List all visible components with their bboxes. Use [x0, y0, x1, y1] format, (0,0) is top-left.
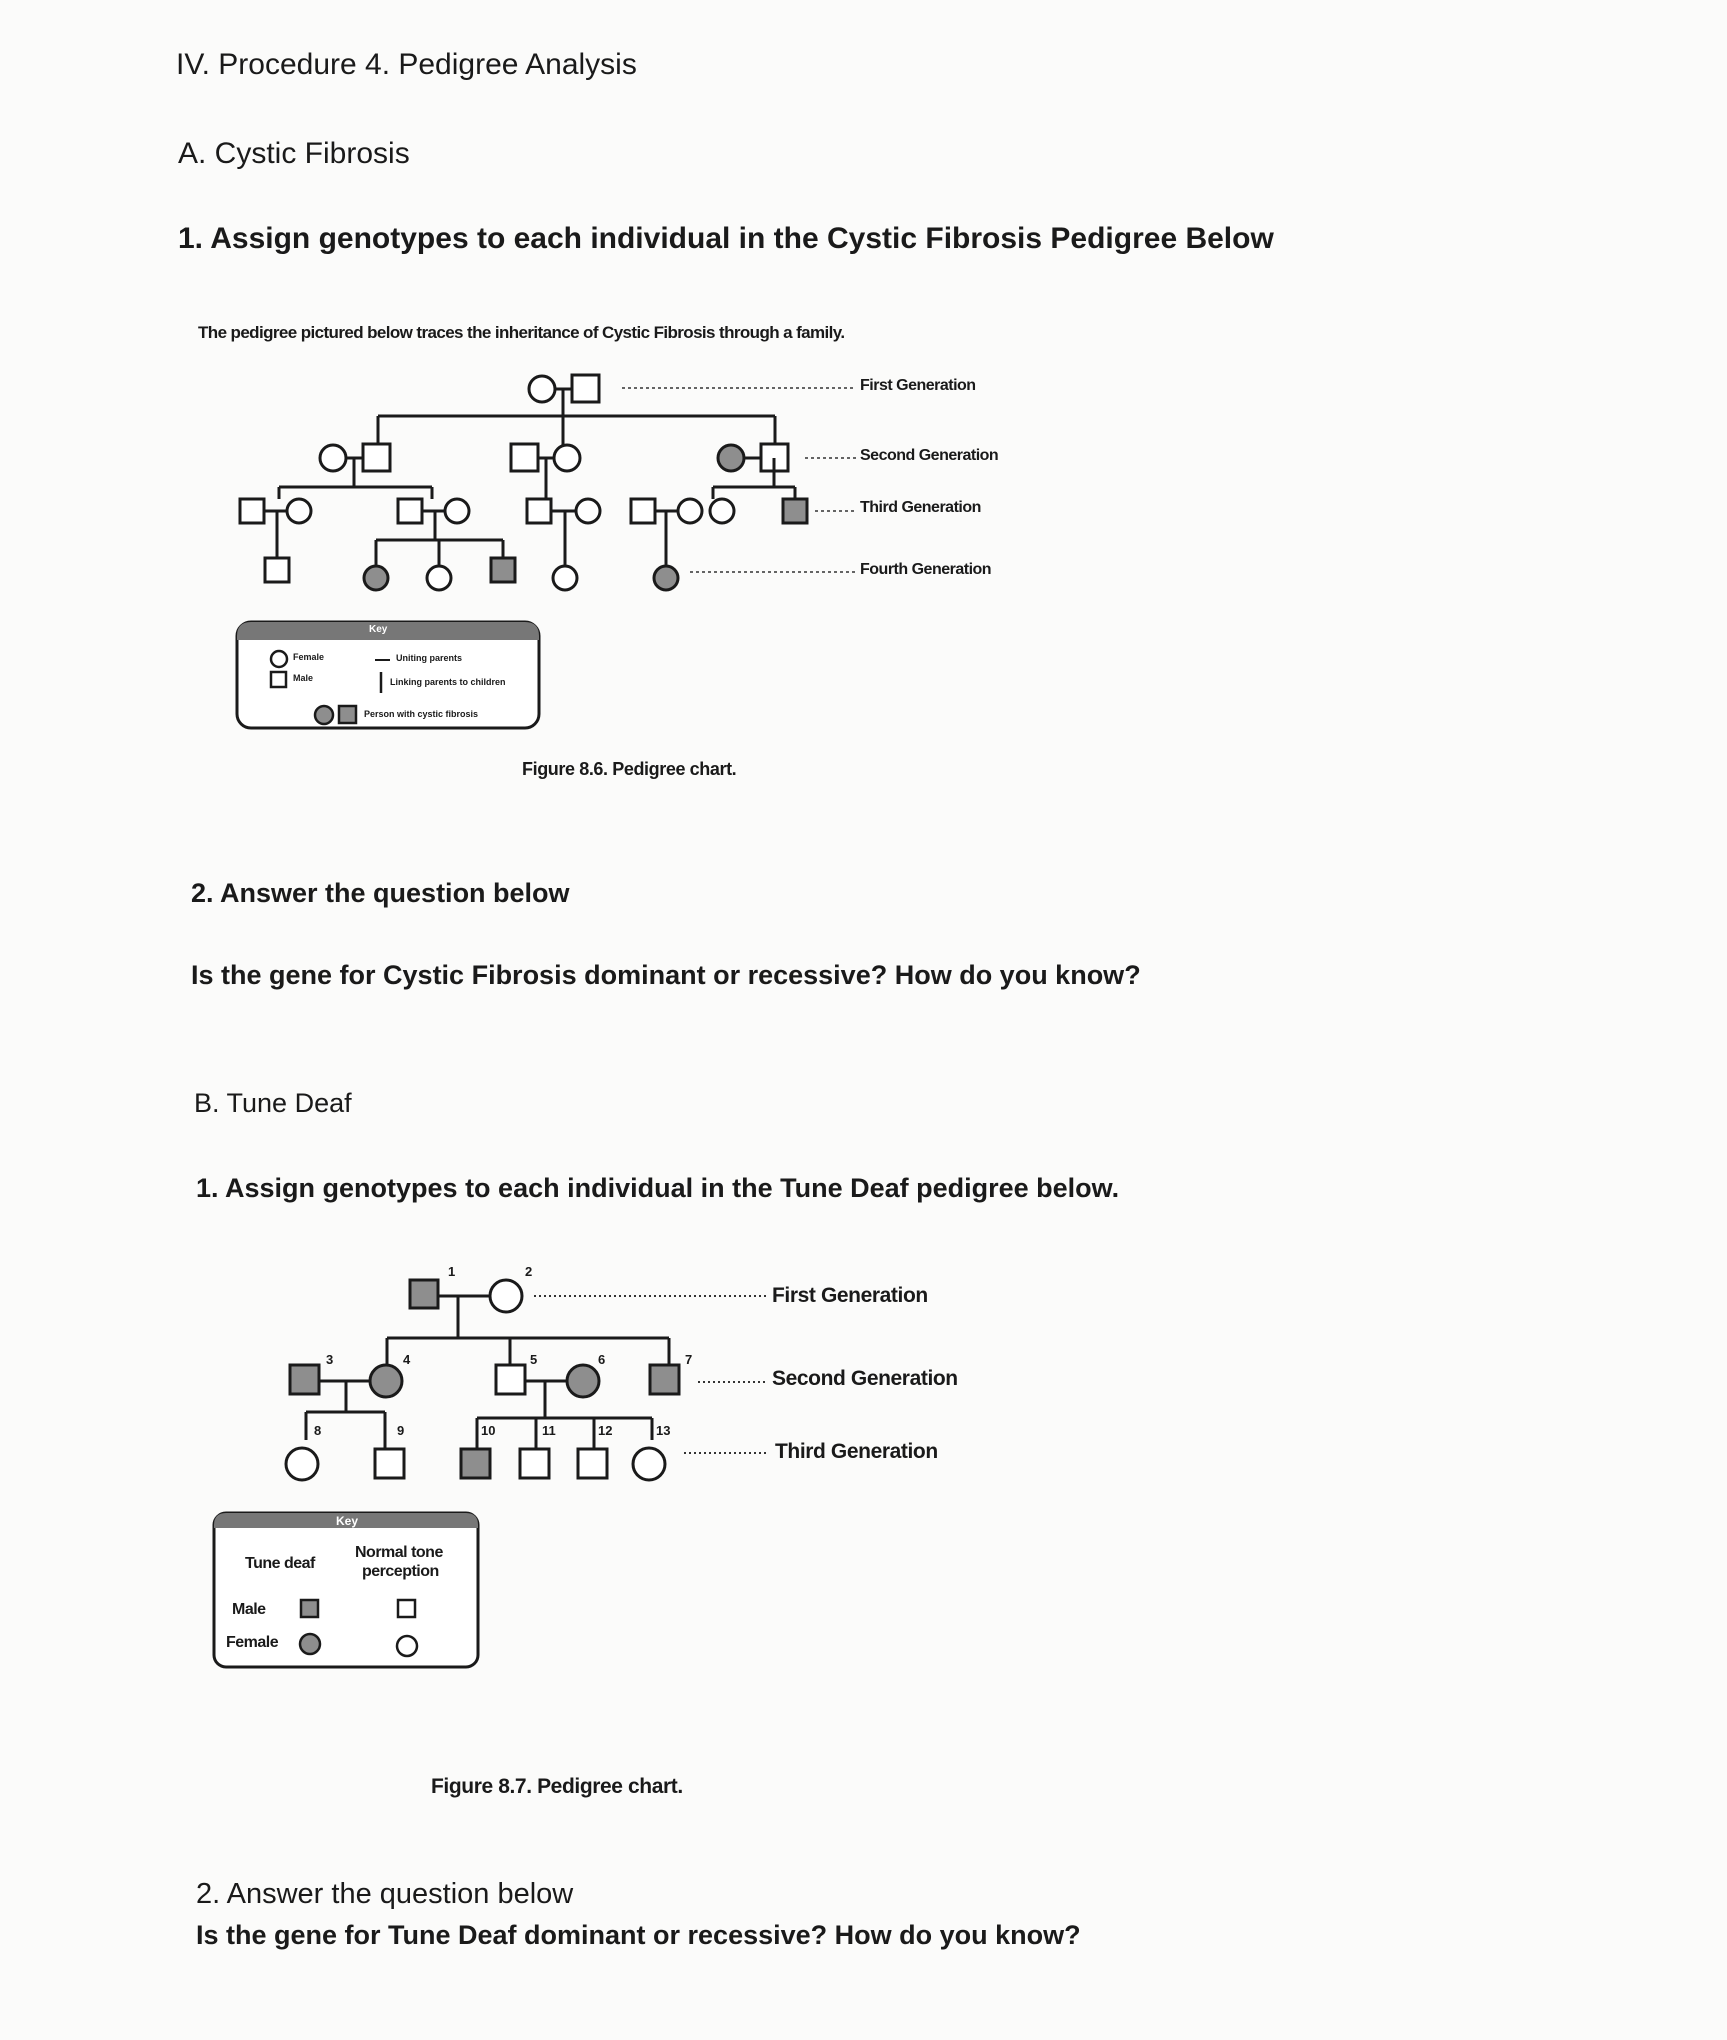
td-key-female-affected-icon	[300, 1634, 320, 1654]
cf-key-male-label: Male	[293, 673, 314, 683]
td-ind-7	[650, 1365, 679, 1394]
cf-key-female-icon	[271, 651, 287, 667]
td-gen-1-label: First Generation	[772, 1284, 928, 1307]
cf-g4-female-2	[427, 566, 451, 590]
td-num-6: 6	[598, 1352, 606, 1367]
cf-g3-male-1	[240, 499, 264, 523]
td-num-11: 11	[542, 1423, 556, 1438]
section-b-task1: 1. Assign genotypes to each individual in the Tune Deaf pedigree below.	[196, 1173, 1120, 1203]
td-key-col-affected: Tune deaf	[245, 1555, 315, 1572]
cf-g4-male-1	[265, 558, 289, 582]
cf-g1-male	[572, 375, 599, 402]
cf-g2-female-b	[554, 445, 580, 471]
cf-g3-male-5-affected	[783, 499, 807, 523]
td-key-male-normal-icon	[398, 1600, 415, 1617]
cf-g3-female-5	[710, 499, 734, 523]
td-ind-3	[290, 1365, 319, 1394]
cf-g2-male-b	[511, 444, 538, 471]
cf-key-affected-male-icon	[339, 706, 356, 723]
cf-g3-female-1	[287, 499, 311, 523]
td-key-male-label: Male	[232, 1601, 266, 1618]
section-a-title: A. Cystic Fibrosis	[178, 137, 410, 170]
cf-g3-male-2	[398, 499, 422, 523]
cf-key-female-label: Female	[293, 652, 325, 662]
cf-g3-female-4	[678, 499, 702, 523]
td-ind-4	[370, 1365, 402, 1397]
cf-key-linking-children: Linking parents to children	[390, 677, 506, 687]
td-num-8: 8	[314, 1423, 322, 1438]
td-gen-2-label: Second Generation	[772, 1367, 958, 1390]
td-ind-5	[496, 1365, 525, 1394]
cf-g3-female-3	[576, 499, 600, 523]
cf-g4-female-4-affected	[654, 566, 678, 590]
td-num-3: 3	[326, 1352, 334, 1367]
cf-key-uniting-parents: Uniting parents	[396, 653, 463, 663]
cf-g2-male-a	[363, 444, 390, 471]
td-num-1: 1	[448, 1264, 456, 1279]
td-num-9: 9	[397, 1423, 405, 1438]
td-ind-12	[578, 1449, 607, 1478]
td-ind-9	[375, 1449, 404, 1478]
cf-intro: The pedigree pictured below traces the inheritance of Cystic Fibrosis through a family.	[198, 323, 845, 342]
td-ind-10	[461, 1449, 490, 1478]
section-a-question: Is the gene for Cystic Fibrosis dominant or recessive? How do you know?	[191, 960, 1141, 990]
td-ind-11	[520, 1449, 549, 1478]
td-ind-6	[567, 1365, 599, 1397]
section-b-question: Is the gene for Tune Deaf dominant or recessive? How do you know?	[196, 1920, 1081, 1950]
td-key-female-label: Female	[226, 1634, 279, 1651]
cf-key-title: Key	[369, 624, 388, 635]
td-num-13: 13	[656, 1423, 671, 1438]
cf-pedigree	[0, 0, 1727, 800]
cf-g4-male-2-affected	[491, 558, 515, 582]
cf-gen-1-label: First Generation	[860, 377, 976, 394]
cf-g2-female-a	[320, 445, 346, 471]
cf-g2-female-c	[718, 445, 744, 471]
cf-gen-4-label: Fourth Generation	[860, 561, 992, 578]
td-key-female-normal-icon	[397, 1636, 417, 1656]
cf-gen-3-label: Third Generation	[860, 499, 981, 516]
td-num-7: 7	[685, 1352, 693, 1367]
td-num-4: 4	[403, 1352, 411, 1367]
cf-g3-male-3	[527, 499, 551, 523]
section-b-task2: 2. Answer the question below	[196, 1878, 574, 1910]
cf-figure-caption: Figure 8.6. Pedigree chart.	[522, 759, 737, 779]
section-b-title: B. Tune Deaf	[194, 1088, 352, 1118]
td-num-2: 2	[525, 1264, 533, 1279]
td-num-10: 10	[481, 1423, 496, 1438]
section-a-task2: 2. Answer the question below	[191, 878, 570, 908]
td-ind-13	[633, 1448, 665, 1480]
cf-key-affected-label: Person with cystic fibrosis	[364, 709, 479, 719]
td-key-male-affected-icon	[301, 1600, 318, 1617]
cf-gen-2-label: Second Generation	[860, 447, 999, 464]
td-key-title: Key	[336, 1514, 359, 1528]
td-key-col-normal-1: Normal tone	[355, 1544, 443, 1561]
td-ind-2	[490, 1280, 522, 1312]
cf-key-affected-female-icon	[315, 706, 333, 724]
cf-g3-female-2	[445, 499, 469, 523]
cf-g4-female-3	[553, 566, 577, 590]
td-key-col-normal-2: perception	[362, 1563, 439, 1580]
td-num-12: 12	[598, 1423, 613, 1438]
cf-g4-female-1-affected	[364, 566, 388, 590]
page-heading: IV. Procedure 4. Pedigree Analysis	[176, 48, 637, 81]
cf-key-male-icon	[271, 672, 286, 687]
td-num-5: 5	[530, 1352, 538, 1367]
td-ind-1	[410, 1280, 438, 1308]
cf-g1-female	[529, 376, 555, 402]
td-figure-caption: Figure 8.7. Pedigree chart.	[431, 1775, 683, 1798]
td-ind-8	[286, 1448, 318, 1480]
section-a-task1: 1. Assign genotypes to each individual in the Cystic Fibrosis Pedigree Below	[178, 222, 1274, 255]
td-gen-3-label: Third Generation	[775, 1440, 938, 1463]
cf-g3-male-4	[631, 499, 655, 523]
